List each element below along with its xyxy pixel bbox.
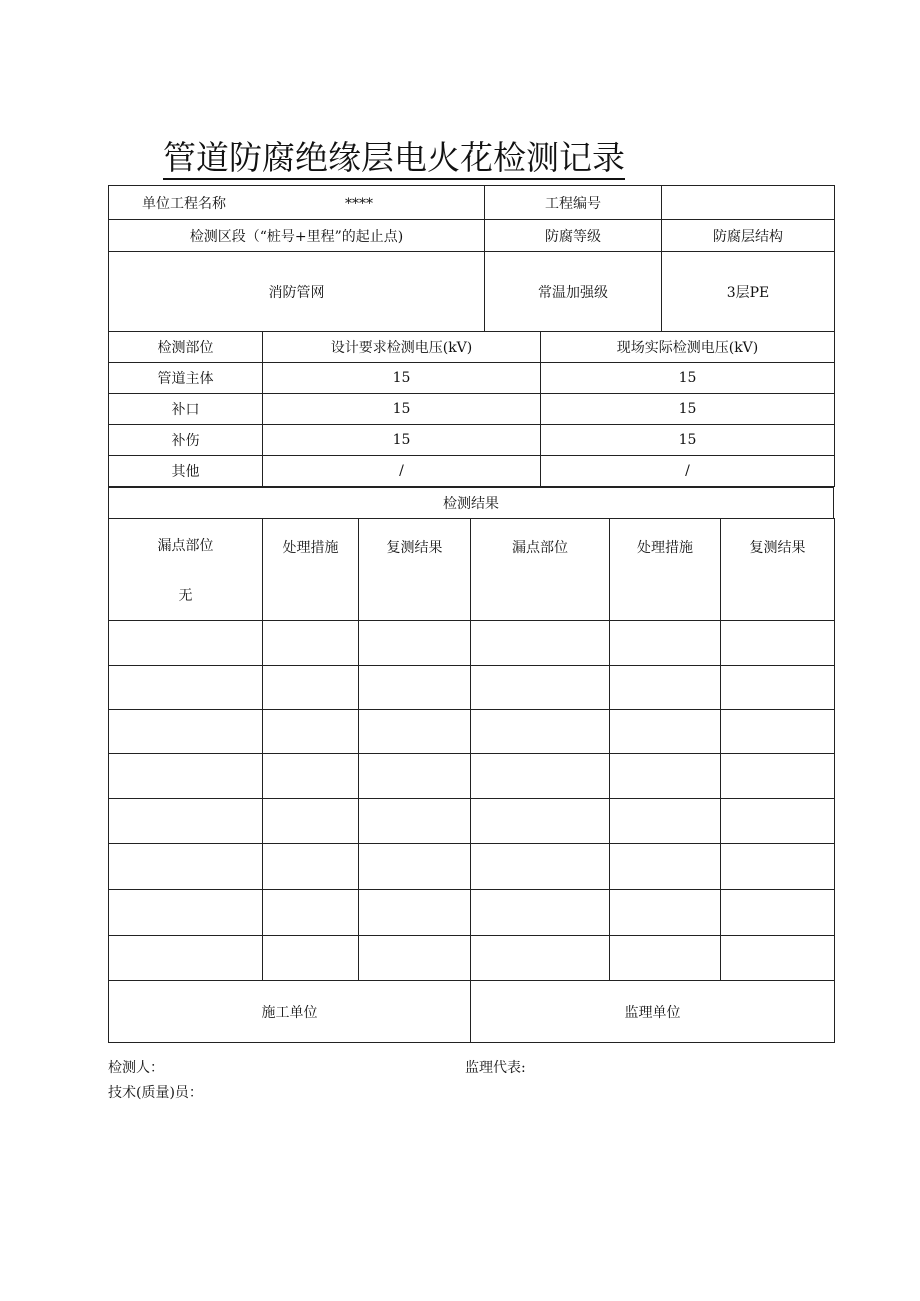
col-treatment-1: 处理措施: [263, 519, 359, 621]
unit-name-label: 单位工程名称: [142, 195, 226, 212]
section-label: 检测区段（“桩号+里程”的起止点): [109, 220, 485, 252]
leak-position-value: 无: [178, 588, 193, 604]
table-row: [109, 456, 835, 487]
table-row: [109, 754, 835, 799]
actual-cell: 15: [541, 363, 835, 394]
col-leak-position-label: 漏点部位: [157, 538, 214, 554]
page-title: 管道防腐绝缘层电火花检测记录: [163, 138, 625, 180]
table-row: [109, 425, 835, 456]
unit-name-value: ****: [345, 195, 373, 212]
inspector-label: 检测人：: [108, 1060, 164, 1076]
design-cell: 15: [263, 394, 541, 425]
construction-unit: 施工单位: [109, 981, 471, 1043]
design-cell: 15: [263, 363, 541, 394]
col-treatment-2: 处理措施: [610, 519, 721, 621]
structure-value: 3层PE: [662, 252, 835, 332]
structure-label: 防腐层结构: [662, 220, 835, 252]
col-leak-position-2: 漏点部位: [471, 519, 610, 621]
col-retest-2: 复测结果: [721, 519, 835, 621]
col-actual: 现场实际检测电压(kV): [541, 332, 835, 363]
project-no-value: [662, 186, 835, 220]
section-value: 消防管网: [109, 252, 485, 332]
table-row: [109, 936, 835, 981]
table-row: [109, 844, 835, 890]
supervision-unit: 监理单位: [471, 981, 835, 1043]
header-table: [108, 185, 835, 332]
part-cell: 补口: [109, 394, 263, 425]
results-heading: 检测结果: [109, 488, 834, 519]
supervisor-rep-label: 监理代表:: [465, 1060, 526, 1076]
table-row: [109, 710, 835, 754]
part-cell: 其他: [109, 456, 263, 487]
col-retest-1: 复测结果: [359, 519, 471, 621]
sign-table: [108, 980, 835, 1043]
project-no-label: 工程编号: [485, 186, 662, 220]
part-cell: 管道主体: [109, 363, 263, 394]
actual-cell: 15: [541, 394, 835, 425]
design-cell: 15: [263, 425, 541, 456]
table-row: [109, 363, 835, 394]
col-part: 检测部位: [109, 332, 263, 363]
voltage-table: [108, 331, 835, 487]
grade-value: 常温加强级: [485, 252, 662, 332]
actual-cell: 15: [541, 425, 835, 456]
table-row: [109, 394, 835, 425]
table-row: [109, 890, 835, 936]
grade-label: 防腐等级: [485, 220, 662, 252]
unit-name-cell: [109, 186, 485, 220]
col-leak-position-1: [109, 519, 263, 621]
design-cell: /: [263, 456, 541, 487]
part-cell: 补伤: [109, 425, 263, 456]
table-row: [109, 621, 835, 666]
actual-cell: /: [541, 456, 835, 487]
col-design: 设计要求检测电压(kV): [263, 332, 541, 363]
table-row: [109, 666, 835, 710]
results-table: [108, 518, 835, 981]
results-heading-table: [108, 487, 834, 519]
table-row: [109, 799, 835, 844]
tech-quality-label: 技术(质量)员：: [108, 1085, 203, 1101]
